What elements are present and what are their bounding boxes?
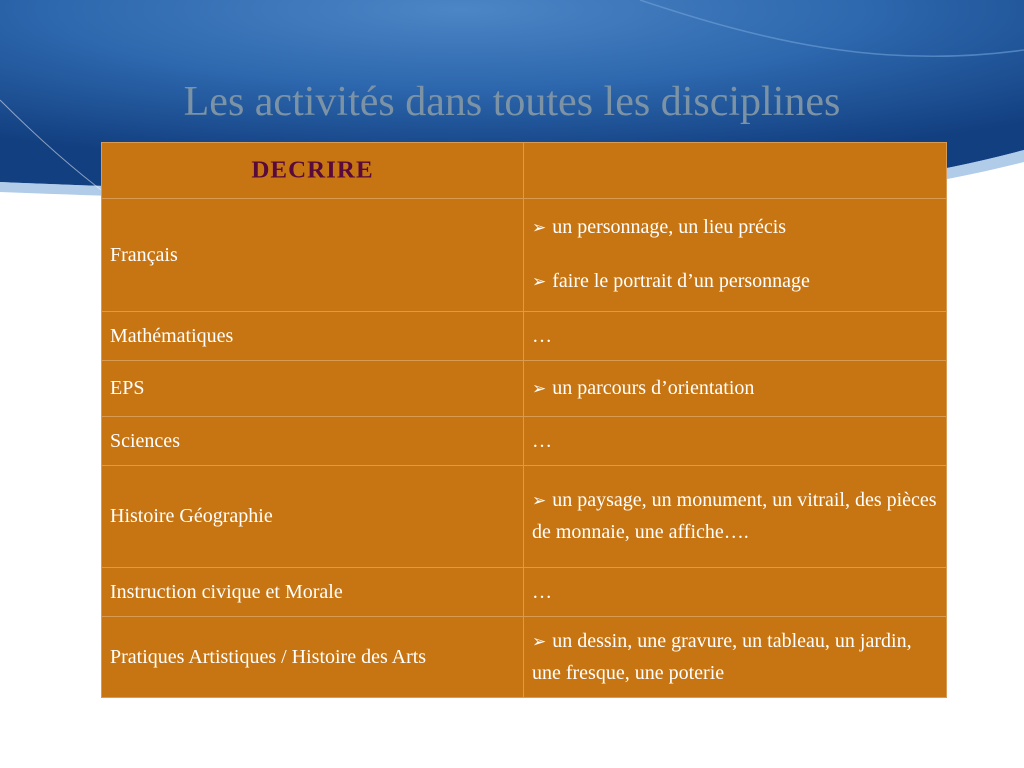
discipline-cell: Sciences	[102, 417, 524, 466]
list-item: ➢ un paysage, un monument, un vitrail, des pièces de monnaie, une affiche….	[532, 485, 938, 548]
discipline-cell: EPS	[102, 361, 524, 417]
activity-cell: …	[523, 312, 946, 361]
list-item: ➢ faire le portrait d’un personnage	[532, 266, 938, 298]
discipline-cell: Instruction civique et Morale	[102, 568, 524, 617]
activity-cell	[523, 466, 946, 568]
discipline-cell: Pratiques Artistiques / Histoire des Arts	[102, 617, 524, 698]
table-row	[102, 312, 947, 361]
activity-cell: …	[523, 417, 946, 466]
list-item: ➢ un parcours d’orientation	[532, 373, 938, 405]
table-row	[102, 417, 947, 466]
discipline-cell: Français	[102, 199, 524, 312]
table-row	[102, 361, 947, 417]
page-title: Les activités dans toutes les disciplines	[183, 79, 841, 125]
arrow-bullet-icon: ➢	[531, 631, 547, 652]
header-cell-empty	[523, 143, 946, 199]
arrow-bullet-icon: ➢	[531, 491, 547, 511]
list-item: ➢ un dessin, une gravure, un tableau, un jardin, une fresque, une poterie	[532, 626, 938, 689]
list-item: ➢ un personnage, un lieu précis	[532, 212, 938, 244]
table-header-row	[102, 143, 947, 199]
arrow-bullet-icon: ➢	[531, 272, 547, 292]
table-row	[102, 199, 947, 312]
table-row	[102, 466, 947, 568]
activity-cell: …	[523, 568, 946, 617]
arrow-bullet-icon: ➢	[531, 378, 547, 399]
table-row	[102, 617, 947, 698]
discipline-cell: Mathématiques	[102, 312, 524, 361]
header-cell-decrire: DECRIRE	[102, 143, 524, 199]
activity-cell	[523, 617, 946, 698]
arrow-bullet-icon: ➢	[531, 218, 547, 238]
disciplines-table	[101, 142, 947, 698]
activity-cell	[523, 199, 946, 312]
activity-cell	[523, 361, 946, 417]
table-row	[102, 568, 947, 617]
discipline-cell: Histoire Géographie	[102, 466, 524, 568]
